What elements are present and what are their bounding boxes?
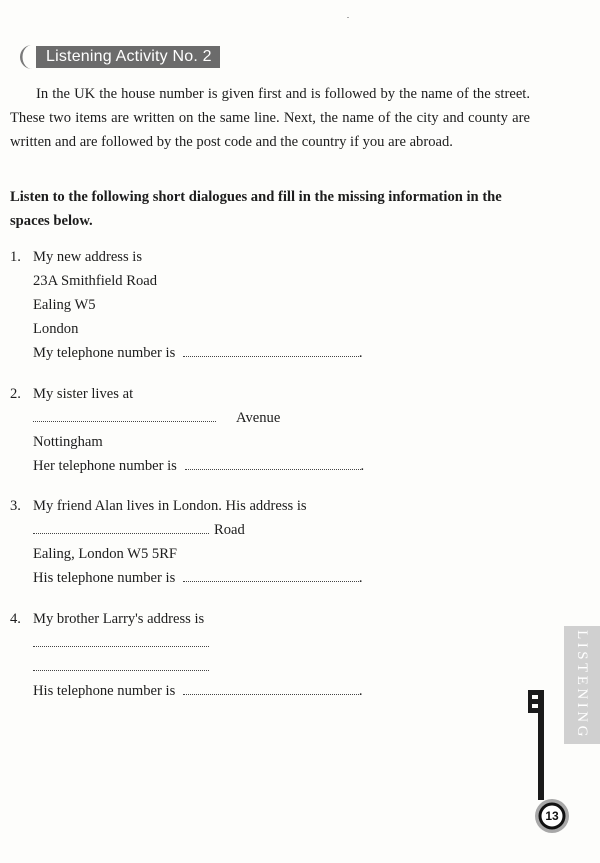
question-number: 1. [10, 249, 21, 265]
telephone-blank[interactable] [185, 454, 361, 470]
address-line: Nottingham [33, 434, 103, 450]
question-number: 2. [10, 386, 21, 402]
intro-paragraph: In the UK the house number is given first and is followed by the name of the street. These two items are written on the same line. Next, the name of the city and county are written and are followed by the post code and the country if you are abroad. [10, 86, 530, 150]
period: . [358, 683, 363, 699]
question-line: My new address is [33, 249, 143, 265]
period: . [358, 345, 363, 361]
page-number: 13 [545, 809, 559, 823]
address-line: Ealing W5 [33, 297, 96, 313]
period: . [360, 458, 365, 474]
telephone-blank[interactable] [183, 566, 359, 582]
street-suffix: Avenue [236, 410, 281, 426]
street-line [33, 518, 245, 542]
question-number: 3. [10, 498, 21, 514]
question-line: My sister lives at [33, 386, 134, 402]
telephone-blank[interactable] [183, 679, 359, 695]
activity-header [10, 42, 212, 72]
telephone-blank[interactable] [183, 341, 359, 357]
telephone-label: His telephone number is [33, 570, 176, 586]
telephone-label: His telephone number is [33, 683, 176, 699]
street-line [33, 406, 280, 430]
telephone-line [33, 454, 364, 478]
address-blank[interactable] [33, 631, 209, 647]
address-blank-line [33, 655, 209, 679]
question-line: My brother Larry's address is [33, 611, 205, 627]
period: . [358, 570, 363, 586]
question-number: 4. [10, 611, 21, 627]
telephone-line [33, 566, 363, 590]
instruction-text: Listen to the following short dialogues and fill in the missing information in the spaces below. [10, 189, 502, 229]
address-line: 23A Smithfield Road [33, 273, 158, 289]
question-line: My friend Alan lives in London. His address is [33, 498, 307, 514]
telephone-line [33, 679, 363, 703]
address-line: London [33, 321, 79, 337]
telephone-line [33, 341, 363, 365]
telephone-label: Her telephone number is [33, 458, 177, 474]
street-blank[interactable] [33, 406, 216, 422]
address-blank-line [33, 631, 209, 655]
section-label: LISTENING [574, 630, 591, 740]
scan-speck [347, 17, 349, 18]
activity-title: Listening Activity No. 2 [36, 46, 220, 68]
street-suffix: Road [214, 522, 245, 538]
street-blank[interactable] [33, 518, 209, 534]
address-blank[interactable] [33, 655, 209, 671]
telephone-label: My telephone number is [33, 345, 176, 361]
address-line: Ealing, London W5 5RF [33, 546, 178, 562]
